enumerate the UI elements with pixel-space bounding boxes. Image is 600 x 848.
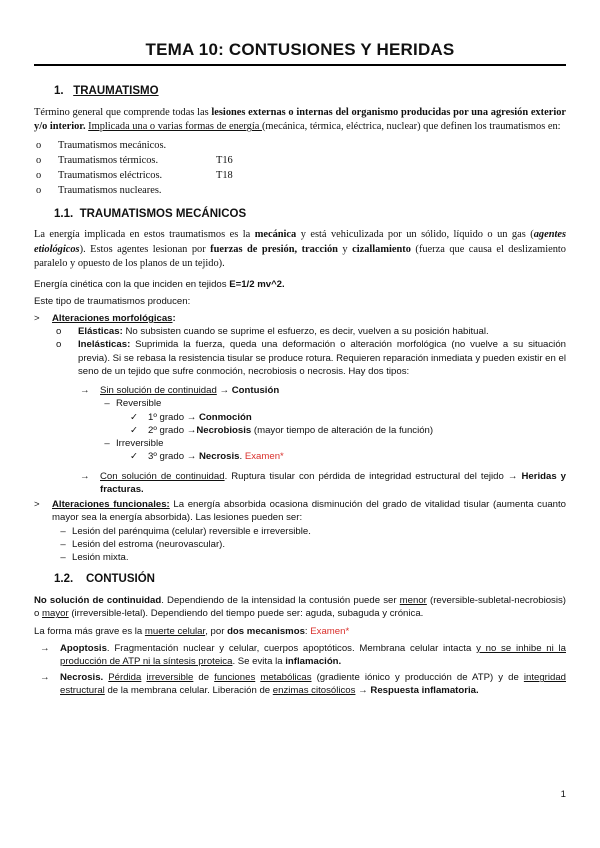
functional-alterations: > Alteraciones funcionales: La energía absorbida ocasiona disminución del grado de vitalidad tisular (aumenta cuanto mayor sea la energía absorbida). Las lesiones pueden ser: <box>34 499 566 524</box>
list-item: → Necrosis. Pérdida irreversible de funciones metabólicas (gradiente iónico y producción de ATP) y de integridad estructural de la membrana celular. Liberación de enzimas citosólicos → Respuesta inflamatoria. <box>40 672 567 697</box>
morphological-alterations: > Alteraciones morfológicas: o Elásticas: No subsisten cuando se suprime el esfuerzo, es decir, vuelven a su posición habitual. o Inelásticas: Suprimida la fuerza, queda una deformación o alteración morfológica (no vuelve a su situación previa). Si se rebasa la resistencia tisular se produce rotura. Requieren reparación inmediata y pueden existir en el seno de un tejido que sufre conmoción, necrobiosis o necrosis. Hay dos tipos: → Sin solución de continuidad → Contusión – Reversible ✓ 1º grado → Conmoción ✓ 2º grado →Necrobiosis (mayor tiempo de alteración de la función) – Irreversible ✓ 3º grado → Necrosis. Examen* → Con solución de continuidad. Ruptura tisular con pérdida de integridad estructural del tejido → Heridas y fracturas. > Alteraciones funcionales: La energía absorbida ocasiona disminución del grado de vitalidad tisular (aumenta cuanto mayor sea la energía absorbida). Las lesiones pueden ser: – Lesión del parénquima (celular) reversible e irreversible. – Lesión del estroma (neurovascular). – Lesión mixta. <box>34 312 567 563</box>
list-item: o Inelásticas: Suprimida la fuerza, queda una deformación o alteración morfológica (no vuelve a su situación previa). Si se rebasa la resistencia tisular se produce rotura. Requieren reparación inmediata y pueden existir en el seno de un tejido que sufre conmoción, necrobiosis o necrosis. Hay dos tipos: <box>56 339 566 377</box>
section-1-2-heading: 1.2. CONTUSIÓN <box>54 573 155 586</box>
kinetic-energy-line: Energía cinética con la que inciden en tejidos E=1/2 mv^2. <box>34 278 285 290</box>
document-title: TEMA 10: CONTUSIONES Y HERIDAS <box>145 40 455 59</box>
check-icon: ✓ <box>130 451 139 463</box>
list-item: ✓ 3º grado → Necrosis. Examen* <box>130 451 284 463</box>
list-item: o Traumatismos eléctricos. T18 <box>36 169 233 181</box>
list-item: ✓ 1º grado → Conmoción <box>130 411 252 423</box>
list-item: ✓ 2º grado →Necrobiosis (mayor tiempo de alteración de la función) <box>130 424 434 436</box>
arrow-right-icon: → <box>80 470 90 482</box>
section-1-paragraph: Término general que comprende todas las lesiones externas o internas del organismo producidas por una agresión exterior y/o interior. Implicada una o varias formas de energía (mecánica, térmica, eléctrica, nuclear) que definen los traumatismos en: <box>34 106 567 133</box>
list-item: o Elásticas: No subsisten cuando se suprime el esfuerzo, es decir, vuelven a su posición habitual. <box>56 326 489 338</box>
check-icon: ✓ <box>130 424 139 436</box>
chevron-right-icon: > <box>34 312 40 324</box>
mechanisms-list <box>34 642 566 698</box>
produce-line: Este tipo de traumatismos producen: <box>34 295 191 307</box>
cell-death-line: La forma más grave es la muerte celular, por dos mecanismos: Examen* <box>34 625 350 637</box>
list-item: – Lesión mixta. <box>60 551 129 563</box>
section-1-2-paragraph: No solución de continuidad. Dependiendo de la intensidad la contusión puede ser menor (reversible-subletal-necrobiosis) o mayor (irreversible-letal). Dependiendo del tiempo puede ser: aguda, subaguda y crónica. <box>34 595 566 620</box>
page-content <box>34 84 566 698</box>
list-item: – Lesión del parénquima (celular) reversible e irreversible. <box>60 525 311 537</box>
chevron-right-icon: > <box>34 499 40 511</box>
arrow-right-icon: → <box>40 672 50 684</box>
section-1-1-heading: 1.1. TRAUMATISMOS MECÁNICOS <box>54 207 247 220</box>
section-1-1-paragraph: La energía implicada en estos traumatismos es la mecánica y está vehiculizada por un sólido, líquido o un gas (agentes etiológicos). Estos agentes lesionan por fuerzas de presión, tracción y cizallamiento (fuerza que causa el deslizamiento paralelo y opuesto de los planos de un tejido). <box>34 229 567 270</box>
list-item: – Lesión del estroma (neurovascular). <box>60 538 226 550</box>
list-item: o Traumatismos nucleares. <box>36 184 162 196</box>
check-icon: ✓ <box>130 411 139 423</box>
arrow-right-icon: → <box>80 385 90 397</box>
traumatism-types-list <box>34 139 566 199</box>
section-1-heading: 1. TRAUMATISMO <box>54 85 159 97</box>
title-rule <box>34 64 566 66</box>
list-item: o Traumatismos térmicos. T16 <box>36 154 233 166</box>
list-item: → Apoptosis. Fragmentación nuclear y celular, cuerpos apoptóticos. Membrana celular intacta y no se inhibe ni la producción de ATP ni la síntesis proteica. Se evita la inflamación. <box>40 642 566 667</box>
list-item: o Traumatismos mecánicos. <box>36 139 167 151</box>
arrow-right-icon: → <box>40 642 50 654</box>
page-number: 1 <box>560 789 566 800</box>
continuity-tree: → Sin solución de continuidad → Contusión – Reversible ✓ 1º grado → Conmoción ✓ 2º grado →Necrobiosis (mayor tiempo de alteración de la función) – Irreversible ✓ 3º grado → Necrosis. Examen* → Con solución de continuidad. Ruptura tisular con pérdida de integridad estructural del tejido → Heridas y fracturas. <box>80 385 567 495</box>
